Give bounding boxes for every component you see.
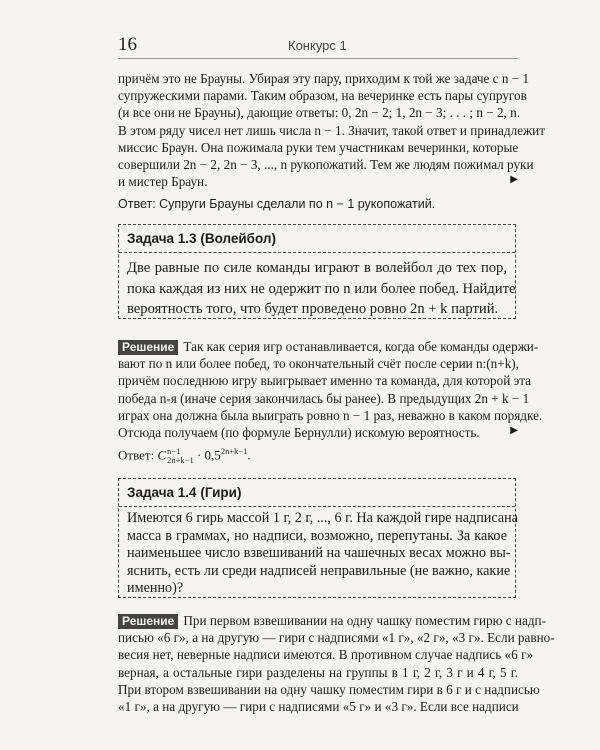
binomial-symbol: C xyxy=(157,447,167,463)
text-line: «1 г», а на другую — гири с надписями «5 г» и «3 г». Если все надписи xyxy=(118,699,519,715)
box-divider xyxy=(119,506,515,507)
answer-label: Ответ: xyxy=(118,447,155,463)
problem-box-1-3 xyxy=(118,224,516,319)
text-line: пока каждая из них не одержит по n или более побед. Найдите xyxy=(127,280,516,297)
text-line: Две равные по силе команды играют в волейбол до тех пор, xyxy=(127,260,507,276)
text-line: верная, а остальные гири разделены на группы в 1 г, 2 г, 3 г и 4 г, 5 г. xyxy=(118,664,518,680)
text-line: При втором взвешивании на одну чашку поместим гири в 6 г и с надписью xyxy=(118,681,540,697)
solution-tag: Решение xyxy=(118,614,178,629)
solution-1-4 xyxy=(118,612,555,715)
text-line: победа n-я (иначе серия закончилась бы ранее). В предыдущих 2n + k − 1 xyxy=(118,390,530,406)
text-line: и мистер Браун. xyxy=(118,174,208,190)
page-number: 16 xyxy=(118,34,137,55)
text-line: совершили 2n − 2, 2n − 3, ..., n рукопожатий. Тем же людям пожимал руки xyxy=(118,157,534,173)
text-line: играх она должна была выиграть ровно n − 1 раз, неважно в каком порядке. xyxy=(118,407,543,423)
text-line: именно)? xyxy=(127,580,184,597)
end-of-proof-icon: ▶ xyxy=(510,425,518,437)
text-line: миссис Браун. Она пожимала руки тем участникам вечеринки, которые xyxy=(118,139,519,155)
text-line: вают по n или более побед, то окончательный счёт после серии n:(n+k), xyxy=(118,356,519,372)
text-line: Решение Так как серия игр останавливается, когда обе команды одержи- xyxy=(118,338,518,355)
text-line: вероятность того, что будет проведено ровно 2n + k партий. xyxy=(127,301,499,317)
text-line: причём это не Брауны. Убирая эту пару, приходим к той же задаче с n − 1 xyxy=(118,71,530,86)
text-line: наименьшее число взвешиваний на чашечных весах можно вы- xyxy=(127,545,511,562)
problem-title: Задача 1.4 (Гири) xyxy=(127,485,242,500)
intro-paragraph xyxy=(118,70,545,190)
box-divider xyxy=(119,252,515,253)
problem-box-1-4 xyxy=(118,478,519,598)
text-line: весия нет, неверные надписи имеются. В противном случае надпись «6 г» xyxy=(118,647,534,663)
text-line: В этом ряду чисел нет лишь числа n − 1. Значит, такой ответ и принадлежит xyxy=(118,122,545,138)
problem-statement xyxy=(127,258,516,320)
text-line: причём последнюю игру выигрывает именно та команда, для которой эта xyxy=(118,373,532,389)
text-line: масса в граммах, но надписи, возможно, перепутаны. За какое xyxy=(127,527,507,544)
end-of-proof-icon: ▶ xyxy=(510,174,518,186)
page-header xyxy=(118,30,518,59)
problem-title: Задача 1.3 (Волейбол) xyxy=(127,231,277,246)
problem-statement xyxy=(127,510,519,598)
text-line: яснить, есть ли среди надписей неправильные (не важно, какие xyxy=(127,562,511,579)
solution-1-3-answer: Ответ: C n−1 2n+k−1 · $0,5^{2n+k-1}$. xyxy=(118,446,251,466)
solution-tag: Решение xyxy=(118,340,178,355)
text-line: Имеются 6 гирь массой 1 г, 2 г, ..., 6 г. На каждой гире надписана xyxy=(127,510,519,526)
text-line: писью «6 г», а на другую — гири с надписями «1 г», «2 г», «3 г». Если равно- xyxy=(118,630,555,646)
intro-answer: Ответ: Супруги Брауны сделали по n − 1 рукопожатий. xyxy=(118,197,436,211)
text-line: (и все они не Брауны), дающие ответы: 0, 2n − 2; 1, 2n − 3; . . . ; n − 2, n. xyxy=(118,105,521,121)
text-line: Отсюда получаем (по формуле Бернулли) искомую вероятность. xyxy=(118,425,480,441)
text-line: Решение При первом взвешивании на одну чашку поместим гирю с надп- xyxy=(118,612,518,629)
running-title: Конкурс 1 xyxy=(288,38,347,53)
text-line: супружескими парами. Таким образом, на вечеринке есть пары супругов xyxy=(118,88,527,104)
solution-1-3 xyxy=(118,338,543,441)
